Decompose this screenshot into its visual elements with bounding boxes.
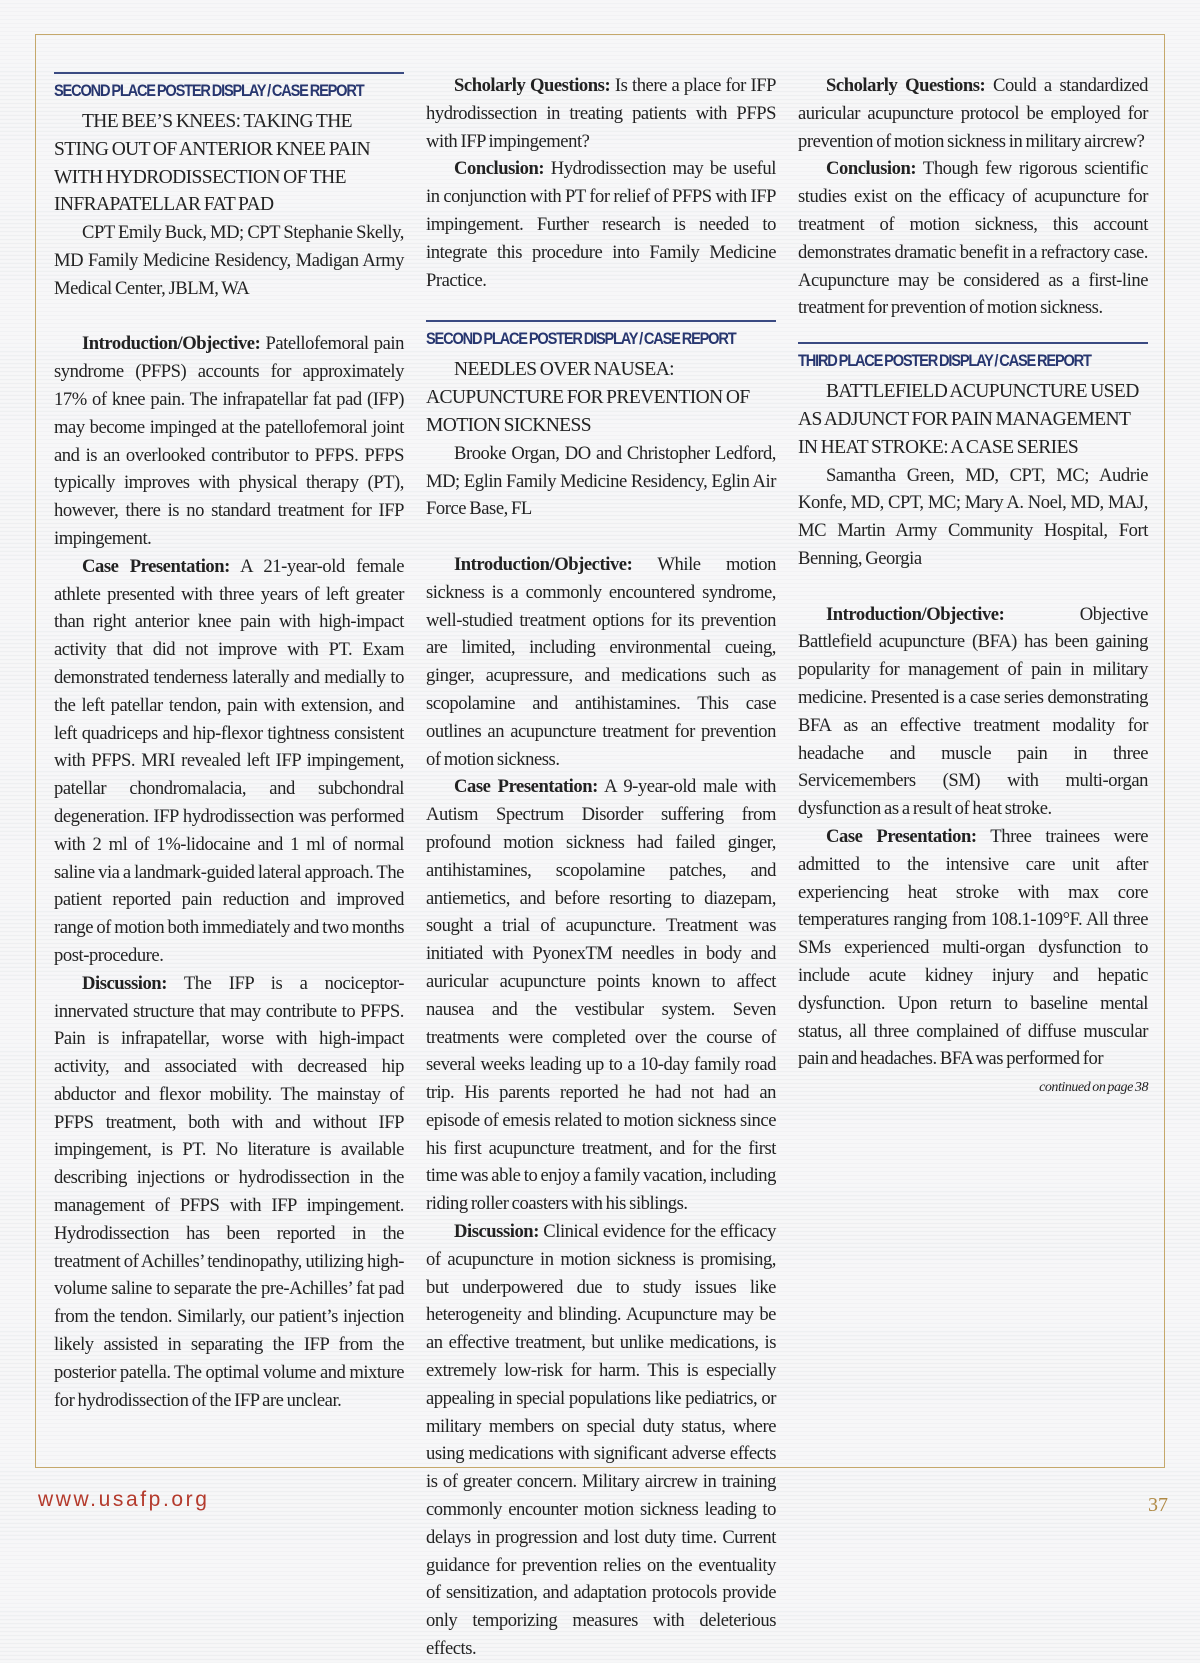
article2-discussion-label: Discussion: <box>454 1221 539 1243</box>
article2-discussion <box>426 1218 776 1663</box>
article3-intro-text: Objective Battlefield acupuncture (BFA) has been gaining popularity for management of pain in military medicine. Presented is a case series demonstrating BFA as an effective treatment modality for headache and muscle pain in three Servicemembers (SM) with multi-organ dysfunction as a result of heat stroke. <box>798 603 1148 820</box>
column-2 <box>426 72 776 1663</box>
article1-intro-text: Patellofemoral pain syndrome (PFPS) accounts for approximately 17% of knee pain. The infrapatellar fat pad (IFP) may become impinged at the patellofemoral joint and is an overlooked contributor to PFPS. PFPS typically improves with physical therapy (PT), however, there is no standard treatment for IFP impingement. <box>54 333 404 549</box>
article3-intro-label: Introduction/Objective: <box>826 603 1005 625</box>
column-3 <box>798 72 1148 1099</box>
article1-discussion-label: Discussion: <box>82 972 167 994</box>
article2-kicker: SECOND PLACE POSTER DISPLAY / CASE REPORT <box>426 329 736 349</box>
article1-case-label: Case Presentation: <box>82 555 230 577</box>
article1-case <box>54 553 404 970</box>
article2-scholarly-label: Scholarly Questions: <box>826 75 986 96</box>
article1-authors: CPT Emily Buck, MD; CPT Stephanie Skelly, MD Family Medicine Residency, Madigan Army Medical Center, JBLM, WA <box>54 222 404 299</box>
article1-intro-label: Introduction/Objective: <box>82 333 261 355</box>
article2-conclusion-text: Though few rigorous scientific studies exist on the efficacy of acupuncture for treatment of motion sickness, this account demonstrates dramatic benefit in a refractory case. Acupuncture may be considered as a first-line treatment for prevention of motion sickness. <box>798 158 1148 319</box>
article2-intro <box>426 551 776 773</box>
article2-case-text: A 9-year-old male with Autism Spectrum Disorder suffering from profound motion sickness had failed ginger, antihistamines, scopolamine patches, and antiemetics, and before resorting to diazepam, sought a trial of acupuncture. Treatment was initiated with PyonexTM needles in body and auricular acupuncture points known to affect nausea and the vestibular system. Seven treatments were completed over the course of several weeks leading up to a 10-day family road trip. His parents reported he had not had an episode of emesis related to motion sickness since his first acupuncture treatment, and for the first time was able to enjoy a family vacation, including riding roller coasters with his siblings. <box>426 776 777 1215</box>
article1-title: THE BEE’S KNEES: TAKING THE STING OUT OF ANTERIOR KNEE PAIN WITH HYDRODISSECTION OF THE INFRAPATELLAR FAT PAD <box>54 111 371 216</box>
article1-scholarly-text: Is there a place for IFP hydrodissection in treating patients with PFPS with IFP impingement? <box>426 75 776 152</box>
article2-authors: Brooke Organ, DO and Christopher Ledford, MD; Eglin Family Medicine Residency, Eglin Air Force Base, FL <box>426 442 776 520</box>
article3-case-label: Case Presentation: <box>826 825 977 847</box>
article1-case-text: A 21-year-old female athlete presented with three years of left greater than right anterior knee pain with high-impact activity that did not improve with PT. Exam demonstrated tenderness laterally and medially to the left patellar tendon, pain with extension, and left quadriceps and hip-flexor tightness consistent with PFPS. MRI revealed left IFP impingement, patellar chondromalacia, and subchondral degeneration. IFP hydrodissection was performed with 2 ml of 1%-lidocaine and 1 ml of normal saline via a landmark-guided lateral approach. The patient reported pain reduction and improved range of motion both immediately and two months post-procedure. <box>54 555 405 966</box>
article2-discussion-text: Clinical evidence for the efficacy of acupuncture in motion sickness is promising, but underpowered due to study issues like heterogeneity and blinding. Acupuncture may be an effective treatment, but unlike medications, is extremely low-risk for harm. This is especially appealing in special populations like pediatrics, or military members on special duty status, where using medications with significant adverse effects is of greater concern. Military aircrew in training commonly encounter motion sickness leading to delays in progression and lost duty time. Current guidance for prevention relies on the eventuality of sensitization, and adaptation protocols provide only temporizing measures with deleterious effects. <box>426 1221 776 1660</box>
article1-scholarly-label: Scholarly Questions: <box>454 75 611 96</box>
page-number: 37 <box>1148 1494 1168 1516</box>
article2-intro-text: While motion sickness is a commonly encountered syndrome, well-studied treatment options for its prevention are limited, including environmental cueing, ginger, acupressure, and medications such as scopolamine and antihistamines. This case outlines an acupuncture treatment for prevention of motion sickness. <box>426 553 776 770</box>
article2-case-label: Case Presentation: <box>454 776 598 798</box>
article3-authors: Samantha Green, MD, CPT, MC; Audrie Konfe, MD, CPT, MC; Mary A. Noel, MD, MAJ, MC Martin Army Community Hospital, Fort Benning, Georgia <box>798 464 1148 569</box>
article3-case-text: Three trainees were admitted to the intensive care unit after experiencing heat stroke with max core temperatures ranging from 108.1-109°F. All three SMs experienced multi-organ dysfunction to include acute kidney injury and hepatic dysfunction. Upon return to baseline mental status, all three complained of diffuse muscular pain and headaches. BFA was performed for <box>798 825 1148 1070</box>
article1-scholarly <box>426 72 776 155</box>
article3-case <box>798 823 1148 1073</box>
article2-scholarly-text: Could a standardized auricular acupuncture protocol be employed for prevention of motion sickness in military aircrew? <box>798 75 1148 152</box>
article3-kicker: THIRD PLACE POSTER DISPLAY / CASE REPORT <box>798 351 1091 371</box>
article2-case <box>426 773 776 1218</box>
article2-conclusion-label: Conclusion: <box>826 158 917 180</box>
article1-conclusion-label: Conclusion: <box>454 158 545 180</box>
article1-discussion-text: The IFP is a nociceptor-innervated structure that may contribute to PFPS. Pain is infrapatellar, worse with high-impact activity, and associated with decreased hip abductor and flexor mobility. The mainstay of PFPS treatment, both with and without IFP impingement, is PT. No literature is available describing injections or hydrodissection in the management of PFPS with IFP impingement. Hydrodissection has been reported in the treatment of Achilles’ tendinopathy, utilizing high-volume saline to separate the pre-Achilles’ fat pad from the tendon. Similarly, our patient’s injection likely assisted in separating the IFP from the posterior patella. The optimal volume and mixture for hydrodissection of the IFP are unclear. <box>54 972 404 1411</box>
article3-title: BATTLEFIELD ACUPUNCTURE USED AS ADJUNCT FOR PAIN MANAGEMENT IN HEAT STROKE: A CASE SERIES <box>798 381 1139 458</box>
article1-conclusion-text: Hydrodissection may be useful in conjunction with PT for relief of PFPS with IFP impingement. Further research is needed to integrate this procedure into Family Medicine Practice. <box>426 158 776 291</box>
article2-title: NEEDLES OVER NAUSEA: ACUPUNCTURE FOR PREVENTION OF MOTION SICKNESS <box>426 359 750 436</box>
column-1 <box>54 72 404 1414</box>
article2-conclusion <box>798 155 1148 322</box>
footer-website-link[interactable]: www.usafp.org <box>38 1488 210 1511</box>
continued-note: continued on page 38 <box>1039 1080 1148 1096</box>
article3-intro <box>798 601 1148 823</box>
article2-intro-label: Introduction/Objective: <box>454 553 633 575</box>
article1-kicker: SECOND PLACE POSTER DISPLAY / CASE REPORT <box>54 81 364 100</box>
article1-discussion <box>54 970 404 1415</box>
article1-intro <box>54 330 404 552</box>
article2-scholarly <box>798 72 1148 155</box>
article1-conclusion <box>426 155 776 294</box>
